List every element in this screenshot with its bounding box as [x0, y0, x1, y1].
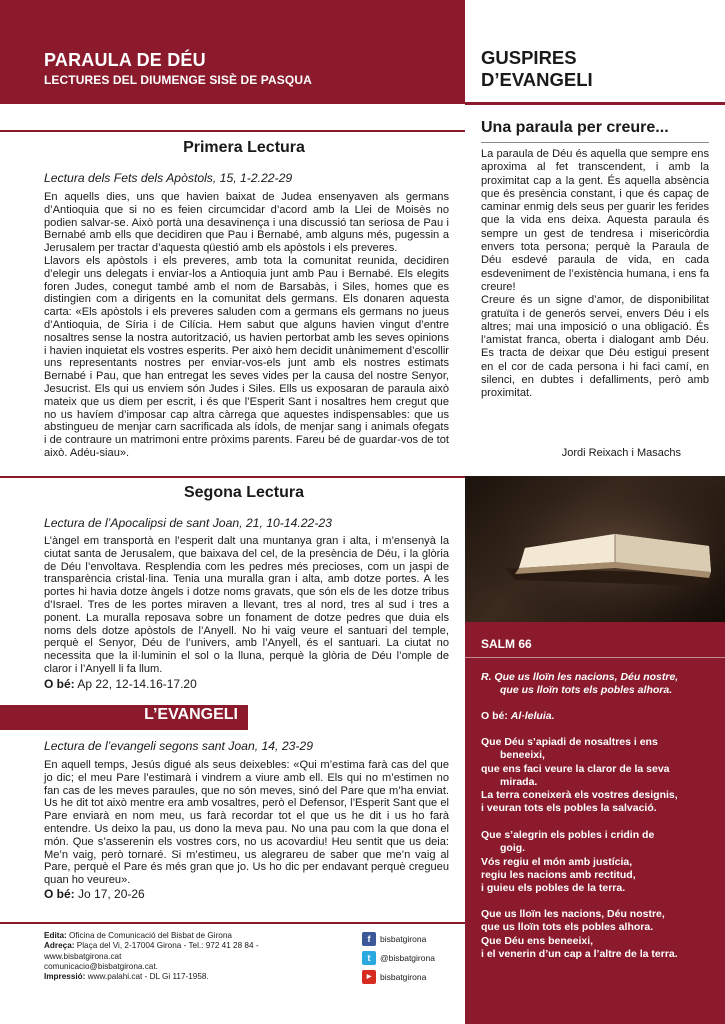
- edita-text: Oficina de Comunicació del Bisbat de Girona: [69, 931, 232, 940]
- salm-line: beneeixi,: [500, 749, 545, 762]
- segona-title: Segona Lectura: [183, 484, 305, 501]
- open-bible-photo: [465, 476, 725, 622]
- segona-obe: [44, 677, 197, 691]
- salm-line: goig.: [500, 842, 526, 855]
- right-header-title: [481, 47, 593, 91]
- salm-response-line: R. Que us lloïn les nacions, Déu nostre,: [481, 671, 679, 683]
- salm-stanza-3: [481, 908, 678, 961]
- social-links: [362, 929, 435, 986]
- footer-credits: [44, 931, 334, 982]
- bible-illustration: [465, 476, 725, 622]
- salm-title: SALM 66: [481, 637, 532, 651]
- salm-obe: [481, 710, 555, 723]
- section-rule: [0, 476, 465, 478]
- right-title-line-2: D’EVANGELI: [481, 69, 593, 90]
- salm-line: Que Déu s’apiadi de nosaltres i ens: [481, 736, 658, 748]
- primera-paragraph-2: Llavors els apòstols i els preveres, amb tota la comunitat reunida, decidiren d’elegir uns delegats i enviar-los a Antioquia junt amb Pau i Bernabé. Els elegits foren Judes, conegut també amb el nom de Barsabàs, i Siles, homes que es distingien com a dirigents en la comunitat dels germans. Els donaren aquesta carta: «Els apòstols i els preveres saluden com a germans els germans no jueus d’Antioquia, de Síria i de Cilícia. Hem sabut que alguns havien vingut d’entre nosaltres sense la nostra autorització, us havien pertorbat amb les seves opinions i havien inquietat els vostres esperits. Per això hem decidit unànimement d’escollir uns representants nostres per enviar-vos-els junt amb els nostres estimats Bernabé i Pau, que han entregat les seves vides per la causa del nostre Senyor, Jesucrist. Els qui us enviem són Judes i Siles. Ells us exposaran de paraula això mateix que us diem per escrit, i és que l’Esperit Sant i nosaltres hem cregut que no us havíem d’imposar cap altra càrrega que aquestes indispensables: que us abstingueu de menjar carn sacrificada als ídols, de menjar sang i animals ofegats i de contraure un matrimoni entre pròxims parents. Fareu bé de guardar-vos de tot això. Adéu-siau».: [44, 254, 449, 459]
- social-youtube[interactable]: [362, 967, 435, 986]
- salm-line: mirada.: [500, 775, 538, 788]
- adreca-text: Plaça del Vi, 2-17004 Girona - Tel.: 972 41 28 84 - www.bisbatgirona.cat: [44, 941, 259, 961]
- salm-rule: [465, 657, 725, 658]
- salm-line: i el venerin d’un cap a l’altre de la terra.: [481, 947, 678, 960]
- footer-rule: [0, 922, 465, 924]
- salm-stanza-1: [481, 736, 678, 816]
- salm-line: que ens faci veure la claror de la seva: [481, 762, 670, 775]
- primera-paragraph-1: En aquells dies, uns que havien baixat de Judea ensenyaven als germans d’Antioquia que si no es feien circumcidar d’acord amb la Llei de Moisès no podien salvar-se. Això portà una desavinença i una discussió tan seriosa de Pau i Bernabé amb ells que decidiren que Pau i Bernabé, amb alguns més, pugessin a Jerusalem per tractar d’aquesta qüestió amb els apòstols i els preveres.: [44, 191, 449, 255]
- segona-ref: Lectura de l’Apocalipsi de sant Joan, 21, 10-14.22-23: [44, 516, 332, 530]
- social-label: bisbatgirona: [380, 933, 427, 944]
- guspires-paragraph-2: Creure és un signe d’amor, de disponibilitat gratuïta i de generós servei, envers Déu i els altres; mai una imposició o una obligació. És l’amistat franca, oberta i dialogant amb Déu. Es tracta de deixar que Déu estigui present en el cor de cada persona i hi faci camí, en silenci, en dubtes i defalliments, però amb proximitat.: [481, 294, 709, 400]
- evangeli-obe: [44, 887, 145, 901]
- obe-label: O bé:: [44, 677, 75, 691]
- guspires-rule: [481, 142, 709, 143]
- section-rule: [0, 130, 465, 132]
- primera-body: [44, 191, 449, 460]
- adreca-label: Adreça:: [44, 941, 75, 951]
- guspires-author: Jordi Reixach i Masachs: [561, 447, 681, 459]
- evangeli-body: En aquell temps, Jesús digué als seus deixebles: «Qui m’estima farà cas del que jo dic; el meu Pare l’estimarà i vindrem a viure amb ell. Els qui no m’estimen no fan cas de les meves paraules, que no són meves, sinó del Pare que m’ha enviat. Us he dit tot això mentre era amb vosaltres, però el Defensor, l’Esperit Sant que el Pare enviarà en nom meu, us farà recordar tot el que us he dit i us ho farà entendre. Us deixo la pau, us dono la meva pau. No una pau com la que dona el món. Que s’asserenin els vostres cors, no us acovardiu! Heu sentit que us deia: Me’n vaig, però tornaré. Si m’estimeu, us alegrareu de saber que me’n vaig al Pare, perquè el Pare és més gran que jo. Us ho dic per endavant perquè cregueu quan ho veureu».: [44, 759, 449, 887]
- salm-line: Que us lloïn les nacions, Déu nostre,: [481, 908, 665, 920]
- evangeli-title: L’EVANGELI: [144, 706, 238, 723]
- evangeli-ref: Lectura de l’evangeli segons sant Joan, 14, 23-29: [44, 739, 313, 753]
- salm-obe-text: Al·leluia.: [510, 710, 555, 722]
- facebook-icon: f: [362, 932, 376, 946]
- right-header-rule: [465, 102, 725, 105]
- edita-label: Edita:: [44, 931, 67, 940]
- salm-line: que us lloïn tots els pobles alhora.: [481, 921, 654, 934]
- impressio-text: www.palahi.cat - DL Gi 117-1958.: [87, 972, 209, 982]
- youtube-icon: ▶: [362, 970, 376, 984]
- social-facebook[interactable]: [362, 929, 435, 948]
- obe-ref: Ap 22, 12-14.16-17.20: [77, 677, 197, 691]
- salm-line: i guieu els pobles de la terra.: [481, 882, 626, 895]
- page-title: PARAULA DE DÉU: [44, 50, 206, 70]
- obe-label: O bé:: [44, 887, 75, 901]
- social-label: bisbatgirona: [380, 971, 427, 982]
- social-label: @bisbatgirona: [380, 952, 435, 963]
- guspires-title: Una paraula per creure...: [481, 119, 669, 136]
- impressio-label: Impressió:: [44, 972, 86, 982]
- twitter-icon: t: [362, 951, 376, 965]
- salm-line: Que Déu ens beneeixi,: [481, 934, 594, 947]
- salm-line: Que s’alegrin els pobles i cridin de: [481, 829, 655, 841]
- email-text[interactable]: comunicacio@bisbatgirona.cat.: [44, 961, 158, 971]
- salm-obe-label: O bé:: [481, 710, 508, 722]
- obe-ref: Jo 17, 20-26: [78, 887, 145, 901]
- social-twitter[interactable]: [362, 948, 435, 967]
- right-title-line-1: GUSPIRES: [481, 47, 577, 68]
- salm-stanza-2: [481, 829, 654, 895]
- primera-title: Primera Lectura: [183, 139, 305, 156]
- page-subtitle: LECTURES DEL DIUMENGE SISÈ DE PASQUA: [44, 73, 312, 87]
- salm-line: La terra coneixerà els vostres designis,: [481, 789, 678, 802]
- guspires-body: [481, 148, 709, 401]
- salm-line: Vós regiu el món amb justícia,: [481, 855, 633, 868]
- segona-body: L’àngel em transportà en l’esperit dalt una muntanya gran i alta, i m’ensenyà la ciutat santa de Jerusalem, que baixava del cel, de la presència de Déu, i la glòria de Déu l’envoltava. Resplendia com les pedres més precioses, com un jaspi de transparència cristal·lina. Tenia una muralla gran i alta, amb dotze portes. A les portes hi havia dotze àngels i dotze noms gravats, que són els de les dotze tribus d’Israel. Tres de les portes miraven a llevant, tres al nord, tres al sud i tres a ponent. La muralla reposava sobre un fonament de dotze pedres que duia els noms dels dotze apòstols de l’Anyell. No hi vaig veure el santuari del temple, perquè el Senyor, Déu de l’univers, amb l’Anyell, és el santuari. La ciutat no necessita que la il·luminin el sol o la lluna, perquè la glòria de Déu l’omple de claror i l’Anyell li fa llum.: [44, 535, 449, 675]
- guspires-paragraph-1: La paraula de Déu és aquella que sempre ens aproxima al fet transcendent, i amb la proximitat cap a la gent. És aquella absència que és presència constant, i que és capaç de caminar enmig dels seus per guarir les ferides que la vida ens deixa. Aquesta paraula és sempre un gest de tendresa i misericòrdia envers tota persona; perquè la Paraula de Déu esdevé paraula de vida, en cada esdeveniment de l’existència humana, i ens fa creure!: [481, 148, 709, 293]
- primera-ref: Lectura dels Fets dels Apòstols, 15, 1-2.22-29: [44, 171, 293, 185]
- salm-response-line: que us lloïn tots els pobles alhora.: [500, 684, 673, 697]
- salm-line: i veuran tots els pobles la salvació.: [481, 802, 657, 815]
- salm-response: [481, 671, 678, 698]
- salm-line: regiu les nacions amb rectitud,: [481, 868, 636, 881]
